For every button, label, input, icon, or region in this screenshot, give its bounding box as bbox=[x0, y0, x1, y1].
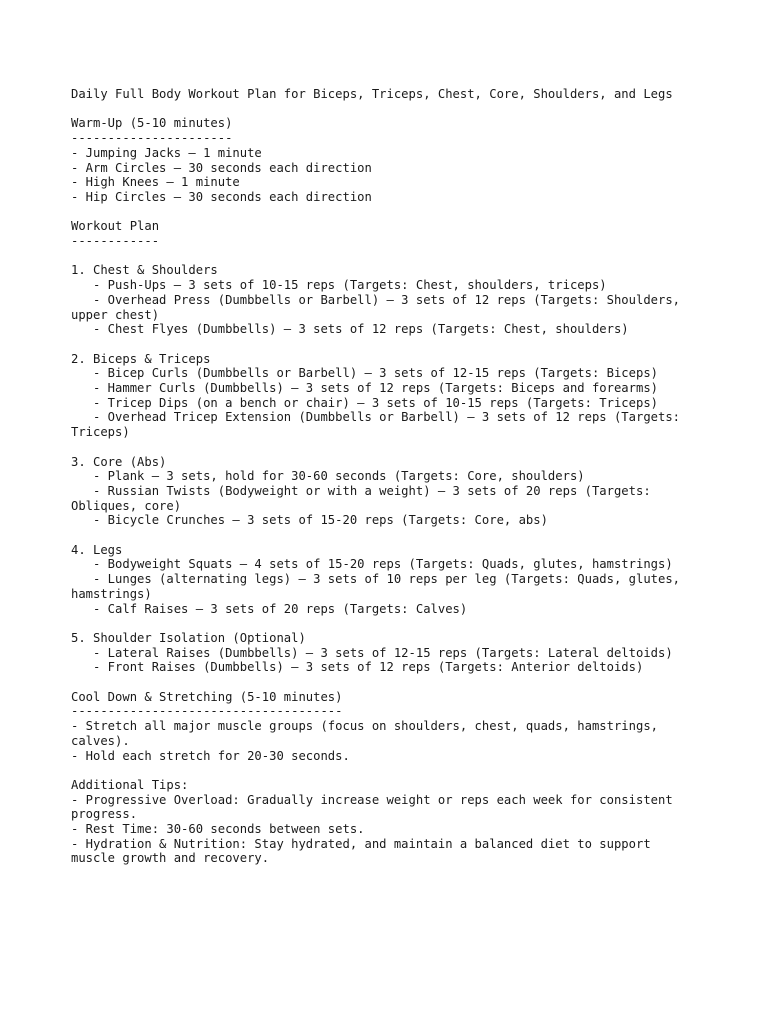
document-line: - Hold each stretch for 20-30 seconds. bbox=[71, 748, 350, 763]
document-line: - Bicycle Crunches – 3 sets of 15-20 reps (Targets: Core, abs) bbox=[71, 513, 548, 528]
document-line: - Lunges (alternating legs) – 3 sets of 10 reps per leg (Targets: Quads, glutes, bbox=[71, 572, 681, 587]
document-line: - Front Raises (Dumbbells) – 3 sets of 12 reps (Targets: Anterior deltoids) bbox=[71, 660, 644, 675]
document-line: Daily Full Body Workout Plan for Biceps, Triceps, Chest, Core, Shoulders, and Legs bbox=[71, 87, 673, 101]
document-line: - Bicep Curls (Dumbbells or Barbell) – 3 sets of 12-15 reps (Targets: Biceps) bbox=[71, 366, 658, 381]
document-line: Triceps) bbox=[71, 425, 130, 440]
document-line: - Jumping Jacks – 1 minute bbox=[71, 145, 262, 160]
document-line: 1. Chest & Shoulders bbox=[71, 263, 218, 278]
document-line: - Russian Twists (Bodyweight or with a weight) – 3 sets of 20 reps (Targets: bbox=[71, 483, 651, 498]
document-line: - Lateral Raises (Dumbbells) – 3 sets of 12-15 reps (Targets: Lateral deltoids) bbox=[71, 645, 673, 660]
document-line: - Arm Circles – 30 seconds each direction bbox=[71, 160, 372, 175]
document-line: ---------------------- bbox=[71, 131, 233, 146]
document-line: Workout Plan bbox=[71, 219, 160, 234]
document-line: Obliques, core) bbox=[71, 498, 182, 513]
document-line: - Stretch all major muscle groups (focus on shoulders, chest, quads, hamstrings, bbox=[71, 719, 658, 734]
document-line: muscle growth and recovery. bbox=[71, 851, 270, 866]
document-line bbox=[71, 337, 728, 352]
document-line: - Overhead Tricep Extension (Dumbbells or Barbell) – 3 sets of 12 reps (Targets: bbox=[71, 410, 681, 425]
document-line bbox=[71, 249, 728, 264]
document-line: - Plank – 3 sets, hold for 30-60 seconds (Targets: Core, shoulders) bbox=[71, 469, 585, 484]
document-line: - Rest Time: 30-60 seconds between sets. bbox=[71, 822, 365, 837]
document-line bbox=[71, 205, 728, 220]
document-line bbox=[71, 528, 728, 543]
document-line: Cool Down & Stretching (5-10 minutes) bbox=[71, 689, 343, 704]
document-line: - Hydration & Nutrition: Stay hydrated, and maintain a balanced diet to support bbox=[71, 836, 651, 851]
document-line bbox=[71, 675, 728, 690]
document-line: - Calf Raises – 3 sets of 20 reps (Targets: Calves) bbox=[71, 601, 468, 616]
document-line: - Chest Flyes (Dumbbells) – 3 sets of 12 reps (Targets: Chest, shoulders) bbox=[71, 322, 629, 337]
document-line: 3. Core (Abs) bbox=[71, 454, 167, 469]
document-line: ------------ bbox=[71, 234, 160, 248]
document-line: 4. Legs bbox=[71, 542, 123, 557]
document-line bbox=[71, 102, 728, 117]
document-line: - Overhead Press (Dumbbells or Barbell) – 3 sets of 12 reps (Targets: Shoulders, bbox=[71, 292, 681, 307]
document-line: - Hammer Curls (Dumbbells) – 3 sets of 12 reps (Targets: Biceps and forearms) bbox=[71, 381, 658, 395]
document-line: calves). bbox=[71, 733, 130, 748]
document-line bbox=[71, 763, 728, 778]
document-line: - Push-Ups – 3 sets of 10-15 reps (Targets: Chest, shoulders, triceps) bbox=[71, 278, 607, 293]
document-line: - High Knees – 1 minute bbox=[71, 175, 240, 190]
document-line: - Bodyweight Squats – 4 sets of 15-20 reps (Targets: Quads, glutes, hamstrings) bbox=[71, 557, 673, 572]
document-line: 5. Shoulder Isolation (Optional) bbox=[71, 630, 306, 645]
document-line: - Hip Circles – 30 seconds each direction bbox=[71, 189, 372, 204]
document-line bbox=[71, 440, 728, 455]
document-line: progress. bbox=[71, 807, 138, 822]
document-line: Additional Tips: bbox=[71, 777, 189, 792]
document-line: - Progressive Overload: Gradually increase weight or reps each week for consistent bbox=[71, 792, 673, 807]
document-line: hamstrings) bbox=[71, 586, 152, 601]
document-line: - Tricep Dips (on a bench or chair) – 3 sets of 10-15 reps (Targets: Triceps) bbox=[71, 395, 658, 410]
document-line bbox=[71, 616, 728, 631]
document-line: upper chest) bbox=[71, 307, 160, 322]
document-body bbox=[71, 87, 728, 866]
document-line: ------------------------------------- bbox=[71, 704, 343, 719]
document-line: 2. Biceps & Triceps bbox=[71, 351, 211, 366]
document-line: Warm-Up (5-10 minutes) bbox=[71, 116, 233, 131]
